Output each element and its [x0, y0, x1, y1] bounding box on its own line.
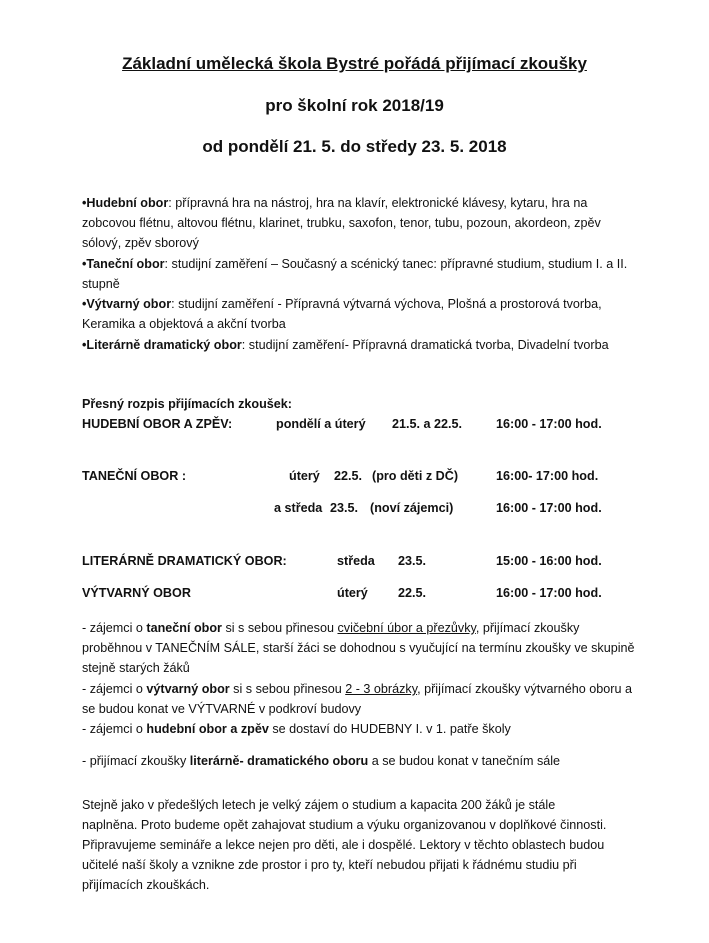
note-text: - přijímací zkoušky — [82, 754, 190, 768]
obor-text: : studijní zaměření – Současný a scénický tanec: přípravné studium, studium I. a II. stupně — [82, 257, 628, 291]
obor-name: •Taneční obor — [82, 257, 165, 271]
obor-hudebni — [82, 193, 642, 253]
schedule-row-tanecni-2 — [0, 501, 709, 521]
schedule-time: 16:00 - 17:00 hod. — [496, 417, 602, 431]
note-items: 2 - 3 obrázky — [345, 682, 418, 696]
title-line-3: od pondělí 21. 5. do středy 23. 5. 2018 — [202, 137, 507, 156]
note-text: - zájemci o — [82, 722, 147, 736]
schedule-row-hudebni — [0, 417, 709, 437]
schedule-note: (pro děti z DČ) — [372, 469, 459, 483]
schedule-date: 23.5. — [330, 501, 359, 515]
schedule-day: pondělí a úterý — [276, 417, 366, 431]
note-obor: hudební obor a zpěv — [146, 722, 269, 736]
schedule-row-tanecni-1 — [0, 469, 709, 489]
schedule-day: úterý — [289, 469, 320, 483]
note-text: - zájemci o — [82, 682, 147, 696]
obor-name: •Výtvarný obor — [82, 297, 172, 311]
schedule-note: (noví zájemci) — [370, 501, 454, 515]
schedule-date: 23.5. — [398, 554, 427, 568]
title-line-1: Základní umělecká škola Bystré pořádá přijímací zkoušky — [122, 54, 587, 73]
schedule-row-literarni — [0, 554, 709, 574]
note-text: si s sebou přinesou — [229, 682, 346, 696]
title-line-2: pro školní rok 2018/19 — [265, 96, 444, 115]
schedule-day: středa — [337, 554, 375, 568]
schedule-label: LITERÁRNĚ DRAMATICKÝ OBOR: — [82, 554, 287, 568]
schedule-time: 16:00 - 17:00 hod. — [496, 586, 602, 600]
note-items: cvičební úbor a přezůvky — [337, 621, 476, 635]
note-tanecni — [82, 618, 642, 678]
obor-text: : přípravná hra na nástroj, hra na klavír, elektronické klávesy, kytaru, hra na zobcovou flétnu, altovou flétnu, klarinet, trubku, saxofon, tenor, tubu, pozoun, akordeon, zpěv sólový, zpěv sborový — [82, 196, 601, 250]
note-text: - zájemci o — [82, 621, 147, 635]
obor-name: •Hudební obor — [82, 196, 169, 210]
schedule-date: 21.5. a 22.5. — [392, 417, 463, 431]
obor-vytvarny — [82, 294, 642, 334]
note-obor: taneční obor — [146, 621, 222, 635]
note-vytvarny — [82, 679, 642, 719]
schedule-label: HUDEBNÍ OBOR A ZPĚV: — [82, 417, 233, 431]
obor-tanecni — [82, 254, 642, 294]
note-text: , přijímací zkoušky výtvarného oboru a se budou konat ve VÝTVARNÉ v podkroví budovy — [82, 682, 632, 716]
note-text: , přijímací zkoušky proběhnou v TANEČNÍM SÁLE, starší žáci se dohodnou s vyučující na termínu zkoušky ve skupině stejně starých žáků — [82, 621, 635, 675]
note-text: se dostaví do HUDEBNY I. v 1. patře školy — [268, 722, 511, 736]
schedule-day: a středa — [274, 501, 323, 515]
note-text: si s sebou přinesou — [221, 621, 338, 635]
schedule-row-vytvarny — [0, 586, 709, 606]
closing-paragraph: Stejně jako v předešlých letech je velký zájem o studium a kapacita 200 žáků je stále naplněna. Proto budeme opět zahajovat studium a výuku organizovanou v doplňkové činnosti. Připravujeme semináře a lekce nejen pro děti, ale i dospělé. Lektory v těchto oblastech budou učitelé naší školy a vznikne zde prostor i pro ty, kteří nebudou přijati k řádnému studiu při přijímacích zkouškách. — [82, 798, 607, 892]
obor-name: •Literárně dramatický obor — [82, 338, 242, 352]
schedule-time: 16:00 - 17:00 hod. — [496, 501, 602, 515]
obor-text: : studijní zaměření- Přípravná dramatická tvorba, Divadelní tvorba — [241, 338, 609, 352]
schedule-date: 22.5. — [334, 469, 363, 483]
schedule-label: TANEČNÍ OBOR : — [82, 469, 187, 483]
schedule-time: 16:00- 17:00 hod. — [496, 469, 599, 483]
schedule-time: 15:00 - 16:00 hod. — [496, 554, 602, 568]
note-text: a se budou konat v tanečním sále — [368, 754, 561, 768]
schedule-label: VÝTVARNÝ OBOR — [82, 586, 191, 600]
obor-text: : studijní zaměření - Přípravná výtvarná výchova, Plošná a prostorová tvorba, Keramika a objektová a akční tvorba — [82, 297, 602, 331]
note-literarni — [82, 751, 642, 771]
schedule-heading: Přesný rozpis přijímacích zkoušek: — [82, 397, 292, 411]
schedule-heading-row — [0, 397, 709, 417]
obor-literarni — [82, 335, 642, 355]
note-obor: literárně- dramatického oboru — [189, 754, 369, 768]
schedule-day: úterý — [337, 586, 368, 600]
schedule-date: 22.5. — [398, 586, 427, 600]
note-obor: výtvarný obor — [146, 682, 230, 696]
note-hudebni — [82, 719, 642, 739]
